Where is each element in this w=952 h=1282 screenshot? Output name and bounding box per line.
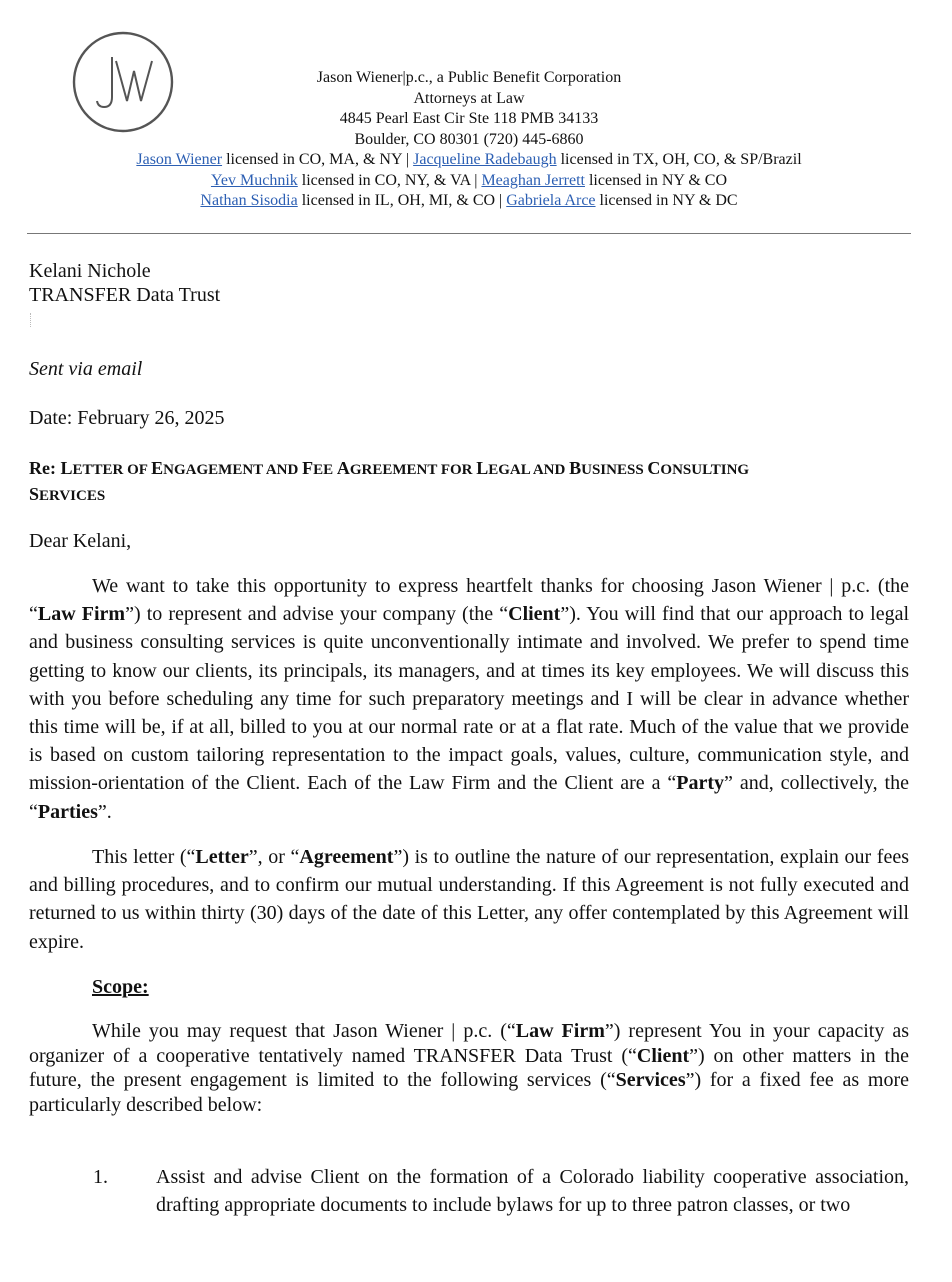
- defined-term: Party: [676, 772, 725, 795]
- defined-term: Letter: [195, 846, 249, 868]
- subject-rest: ERVICES: [39, 488, 106, 504]
- text-run: ”). You will find that our approach to legal and business consulting services is quite unconventionally intimate and involved. We prefer to spend time getting to know our clients, its principals, its managers, and at times its key employees. We will discuss this with you before scheduling any time for such preparatory meetings and I will be clear in advance whether this time will be, if at all, billed to you at our normal rate or at a flat rate. Much of the value that we provide is based on custom tailoring representation to the impact goals, values, culture, communication style, and mission-orientation of the Client. Each of the Law Firm and the Client are a “: [29, 603, 910, 795]
- attorney-row-2: [20, 171, 918, 192]
- letter-purpose-paragraph: [29, 843, 909, 956]
- text-run: We want to take this opportunity to express heartfelt thanks for choosing Jason Wiener | p.c. (the “: [29, 575, 909, 626]
- subject-cap: C: [647, 458, 661, 478]
- attorney-link-jacqueline-radebaugh[interactable]: Jacqueline Radebaugh: [413, 151, 557, 168]
- subject-rest: USINESS: [581, 462, 648, 478]
- recipient-organization: TRANSFER Data Trust: [29, 284, 221, 306]
- subject-cap: A: [336, 458, 350, 478]
- defined-term: Services: [615, 1069, 686, 1091]
- letter-date: Date: February 26, 2025: [29, 407, 225, 429]
- delivery-method: Sent via email: [29, 358, 143, 380]
- subject-rest: ETTER OF: [72, 462, 152, 478]
- list-text: Assist and advise Client on the formation of a Colorado liability cooperative association, drafting appropriate documents to include bylaws for up to three patron classes, or two: [156, 1166, 909, 1216]
- firm-name: Jason Wiener|p.c., a Public Benefit Corporation: [316, 69, 622, 86]
- city-phone: Boulder, CO 80301 (720) 445-6860: [354, 130, 584, 148]
- text-run: While you may request that Jason Wiener | p.c. (“: [92, 1020, 516, 1042]
- text-run: ”) represent You in your capacity as organizer of a cooperative tentatively named TRANSFER Data Trust (“: [29, 1020, 910, 1067]
- text-run: This letter (“: [92, 846, 196, 868]
- subject-rest: EGAL AND: [488, 462, 570, 478]
- subject-prefix: Re:: [29, 458, 61, 478]
- text-cursor-mark: [30, 313, 32, 327]
- subject-cap: E: [151, 458, 164, 478]
- attorney-link-meaghan-jerrett[interactable]: Meaghan Jerrett: [481, 171, 585, 189]
- defined-term: Agreement: [299, 846, 394, 868]
- list-number: 1.: [93, 1166, 108, 1188]
- intro-paragraph: [29, 572, 909, 826]
- subject-cap: L: [476, 458, 489, 478]
- text-run: ”) for a fixed fee as more particularly described below:: [29, 1069, 910, 1116]
- subject-rest: GREEMENT FOR: [349, 462, 477, 478]
- defined-term: Law Firm: [515, 1020, 605, 1042]
- subject-rest: ONSULTING: [660, 462, 750, 478]
- scope-heading: Scope:: [92, 976, 149, 998]
- attorney-link-nathan-sisodia[interactable]: Nathan Sisodia: [200, 192, 298, 209]
- text-run: ”, or “: [248, 846, 300, 868]
- subject-rest: EE: [313, 462, 337, 478]
- letterhead: [20, 68, 918, 212]
- practice-line: Attorneys at Law: [413, 89, 525, 107]
- subject-rest: NGAGEMENT AND: [163, 462, 303, 478]
- text-run: ” and, collectively, the “: [29, 772, 909, 823]
- text-run: ”) on other matters in the future, the present engagement is limited to the following services (“: [29, 1044, 909, 1091]
- attorney-license: licensed in CO, NY, & VA |: [297, 171, 482, 189]
- recipient-name: Kelani Nichole: [29, 260, 151, 282]
- attorney-row-1: [20, 150, 918, 171]
- defined-term: Law Firm: [37, 603, 126, 626]
- text-run: ”.: [97, 800, 112, 823]
- scope-paragraph: [29, 1019, 909, 1117]
- subject-cap: L: [60, 458, 73, 478]
- attorney-link-yev-muchnik[interactable]: Yev Muchnik: [210, 171, 298, 189]
- defined-term: Client: [508, 603, 561, 626]
- header-divider: [27, 233, 911, 234]
- attorney-row-3: [20, 191, 918, 212]
- subject-cap: S: [29, 484, 40, 504]
- attorney-link-gabriela-arce[interactable]: Gabriela Arce: [506, 192, 596, 209]
- text-run: ”) to represent and advise your company (the “: [125, 603, 509, 626]
- subject-cap: F: [302, 458, 314, 478]
- street-address: 4845 Pearl East Cir Ste 118 PMB 34133: [339, 110, 599, 127]
- defined-term: Parties: [37, 800, 98, 823]
- attorney-license: licensed in NY & DC: [595, 192, 738, 209]
- attorney-license: licensed in CO, MA, & NY |: [222, 151, 414, 168]
- subject-cap: B: [569, 458, 582, 478]
- subject-line: [29, 456, 909, 508]
- attorney-license: licensed in TX, OH, CO, & SP/Brazil: [556, 151, 802, 168]
- attorney-license: licensed in IL, OH, MI, & CO |: [297, 192, 507, 209]
- attorney-link-jason-wiener[interactable]: Jason Wiener: [136, 151, 223, 168]
- text-run: ”) is to outline the nature of our representation, explain our fees and billing procedures, and to confirm our mutual understanding. If this Agreement is not fully executed and returned to us within thirty (30) days of the date of this Letter, any offer contemplated by this Agreement will expire.: [29, 846, 909, 953]
- defined-term: Client: [636, 1044, 690, 1067]
- salutation: Dear Kelani,: [29, 530, 132, 552]
- attorney-license: licensed in NY & CO: [584, 171, 728, 189]
